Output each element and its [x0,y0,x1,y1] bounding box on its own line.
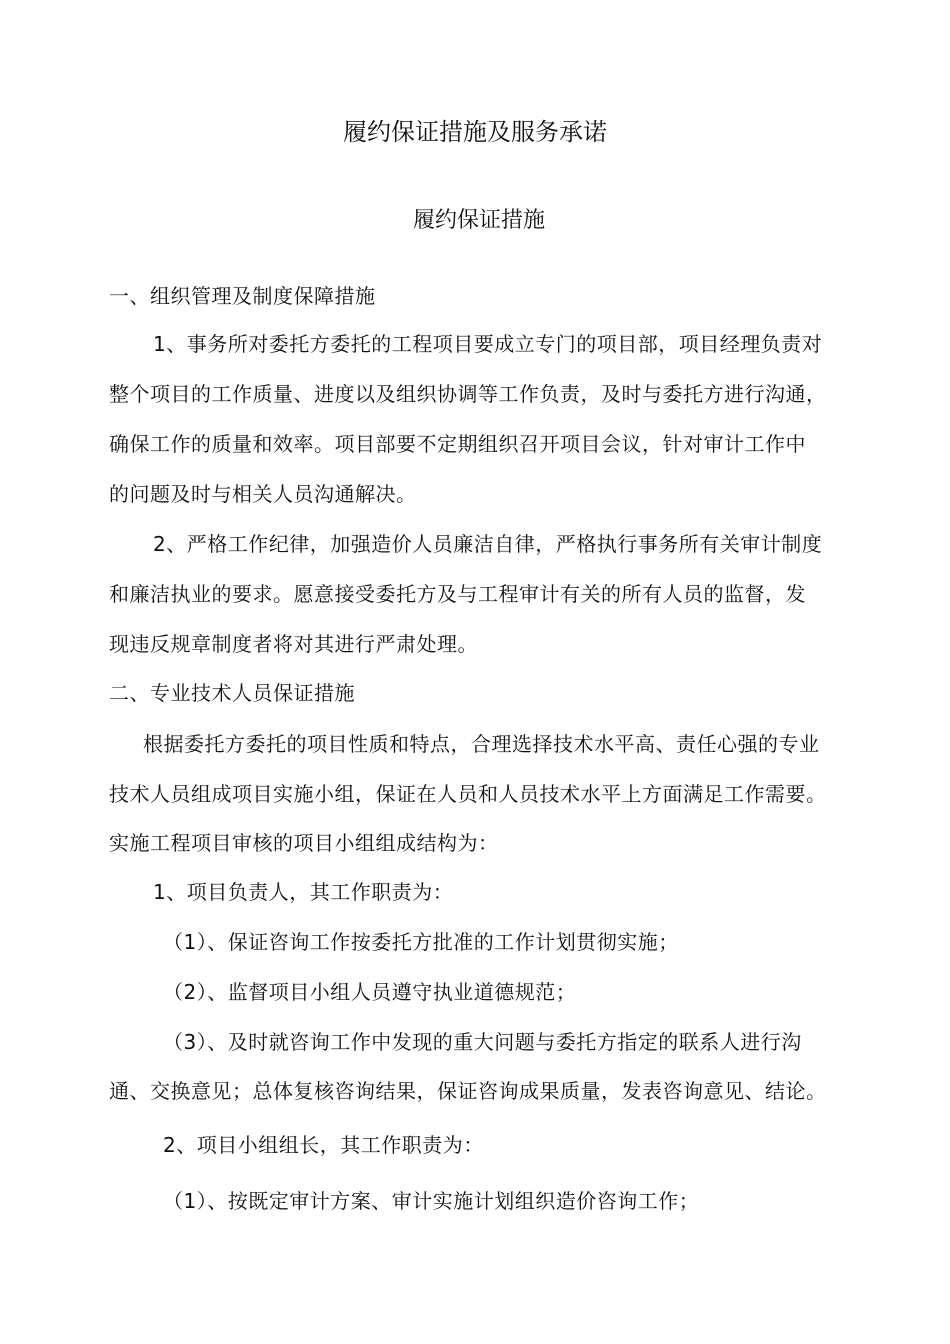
list-subitem: （1）、按既定审计方案、审计实施计划组织造价咨询工作； [163,1189,700,1213]
section-heading-2: 二、专业技术人员保证措施 [109,681,355,705]
paragraph-line: 通、交换意见；总体复核咨询结果，保证咨询成果质量，发表咨询意见、结论。 [109,1079,827,1103]
paragraph-line: 整个项目的工作质量、进度以及组织协调等工作负责，及时与委托方进行沟通， [109,382,827,406]
document-title: 履约保证措施及服务承诺 [343,118,607,146]
paragraph-line: 和廉洁执业的要求。愿意接受委托方及与工程审计有关的所有人员的监督，发 [109,582,806,606]
list-subitem: （3）、及时就咨询工作中发现的重大问题与委托方指定的联系人进行沟 [163,1030,802,1054]
paragraph-line: 根据委托方委托的项目性质和特点，合理选择技术水平高、责任心强的专业 [143,732,820,756]
list-subitem: （1）、保证咨询工作按委托方批准的工作计划贯彻实施； [163,930,679,954]
section-subtitle: 履约保证措施 [412,208,545,233]
paragraph-line: 2、严格工作纪律，加强造价人员廉洁自律，严格执行事务所有关审计制度 [153,532,823,556]
paragraph-line: 现违反规章制度者将对其进行严肃处理。 [109,632,478,656]
paragraph-line: 的问题及时与相关人员沟通解决。 [109,482,417,506]
list-item: 2、项目小组组长，其工作职责为： [163,1133,484,1157]
paragraph-line: 确保工作的质量和效率。项目部要不定期组织召开项目会议，针对审计工作中 [109,432,806,456]
paragraph-line: 实施工程项目审核的项目小组组成结构为： [109,831,499,855]
section-heading-1: 一、组织管理及制度保障措施 [109,284,376,308]
list-subitem: （2）、监督项目小组人员遵守执业道德规范； [163,980,577,1004]
paragraph-line: 技术人员组成项目实施小组，保证在人员和人员技术水平上方面满足工作需要。 [109,782,827,806]
list-item: 1、项目负责人，其工作职责为： [153,880,454,904]
paragraph-line: 1、事务所对委托方委托的工程项目要成立专门的项目部，项目经理负责对 [153,332,823,356]
